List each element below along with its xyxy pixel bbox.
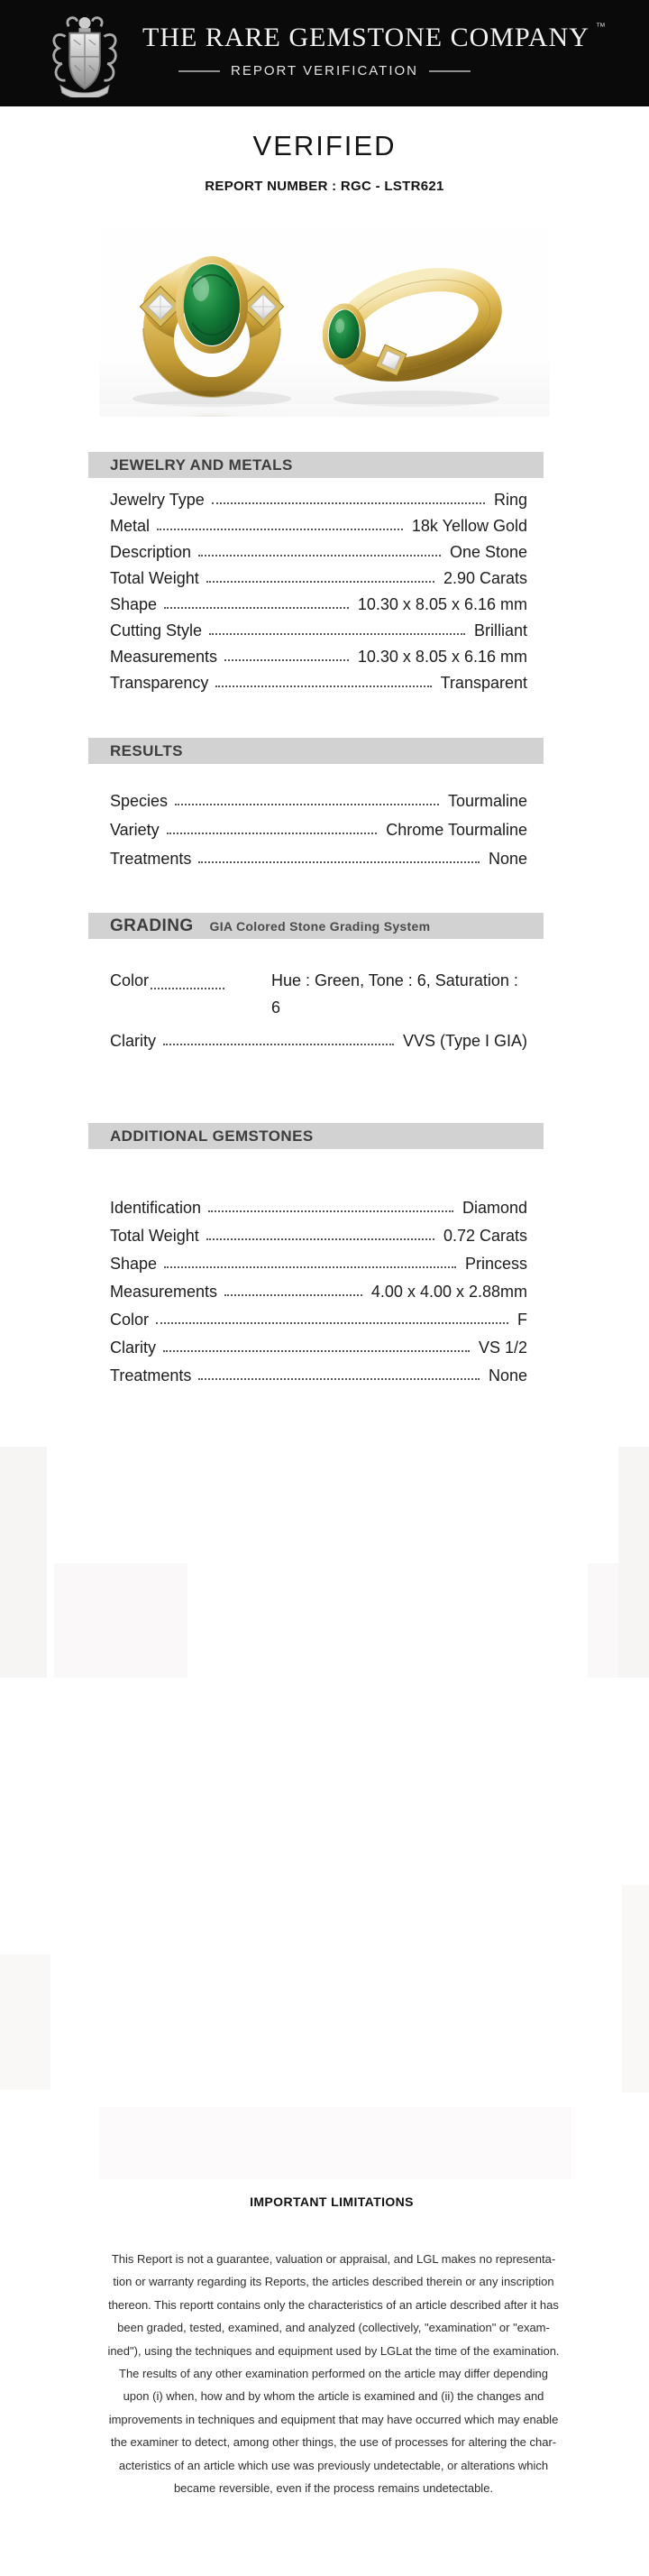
ghost-block [588,1563,618,1678]
ghost-block [99,2107,571,2179]
row-value: 18k Yellow Gold [411,517,527,535]
table-row [110,561,527,587]
dotted-leader [156,1322,508,1324]
ghost-block [0,1955,50,2090]
table-row [110,781,527,810]
row-value: Diamond [462,1199,527,1217]
dotted-leader [151,988,224,989]
row-value: 4.00 x 4.00 x 2.88mm [370,1283,527,1301]
row-value: Transparent [440,674,527,692]
row-value: None [488,850,527,868]
table-row [110,1189,527,1217]
limitations-line: The results of any other examination performed on the article may differ depending [119,2367,548,2381]
row-label: Clarity [110,1032,157,1050]
limitations-title: IMPORTANT LIMITATIONS [250,2194,414,2209]
row-label: Jewelry Type [110,491,205,509]
row-label: Description [110,543,192,561]
color-grade-line2: 6 [271,998,281,1017]
color-grade-value [271,967,527,1021]
limitations-line: upon (i) when, how and by whom the article is examined and (ii) the changes and [123,2389,544,2404]
table-row [110,839,527,868]
table-row [110,1329,527,1357]
dotted-leader [175,804,439,805]
row-label: Transparency [110,674,209,692]
grading-system-subtitle: GIA Colored Stone Grading System [209,918,431,934]
row-value: 0.72 Carats [443,1227,527,1245]
dotted-leader [157,529,403,530]
row-label: Color [110,971,150,989]
color-grade-line1: Hue : Green, Tone : 6, Saturation : [271,971,518,989]
row-label: Identification [110,1199,202,1217]
row-value: 2.90 Carats [443,569,527,587]
crest-helm [78,17,90,29]
dotted-leader [224,1294,362,1296]
ghost-block [622,1885,649,2093]
dotted-leader [164,1266,456,1268]
table-row [110,1217,527,1245]
row-label: Clarity [110,1339,157,1357]
table-row [110,587,527,613]
row-value: Chrome Tourmaline [386,821,527,839]
company-crest-icon [47,13,123,97]
dotted-leader [208,1210,453,1212]
dotted-leader [198,1378,480,1380]
header-banner [0,0,649,106]
row-value: Ring [493,491,527,509]
row-label: Total Weight [110,569,199,587]
table-row [110,1245,527,1273]
green-stone-side [324,306,364,363]
row-label: Treatments [110,850,192,868]
section-bar-grading [88,913,544,939]
row-value: None [488,1366,527,1385]
crest-helm-base [78,28,90,32]
report-number: REPORT NUMBER : RGC - LSTR621 [205,179,444,194]
row-label: Measurements [110,1283,218,1301]
dotted-leader [163,1350,470,1352]
section-title: RESULTS [110,741,183,759]
section-bar-additional-gemstones [88,1123,544,1149]
ghost-block [54,1563,187,1678]
dotted-leader [198,555,441,557]
row-value: 10.30 x 8.05 x 6.16 mm [357,648,527,666]
dotted-leader [224,659,349,661]
row-label: Total Weight [110,1227,199,1245]
row-label: Treatments [110,1366,192,1385]
subtitle-left-rule [178,70,220,72]
verified-status: VERIFIED [252,130,397,161]
ring-photo-illustration [99,227,550,417]
limitations-line: been graded, tested, examined, and analyzed (collectively, "examination" or "exam- [117,2321,550,2335]
section-bar-results [88,738,544,764]
row-value: One Stone [449,543,527,561]
row-label: Shape [110,1255,158,1273]
reflection-fade [99,404,550,417]
row-label: Variety [110,821,160,839]
section-title: JEWELRY AND METALS [110,455,293,474]
grading-color-row [110,967,527,1021]
additional-gemstones-rows [110,1189,527,1385]
section-bar-jewelry-and-metals [88,452,544,478]
row-label: Cutting Style [110,621,203,639]
jewelry-photo [99,227,550,417]
table-row [110,509,527,535]
limitations-paragraph [87,2248,580,2499]
banner-subtitle [108,63,541,78]
limitations-line: thereon. This reportt contains only the characteristics of an article described after it has [108,2297,559,2312]
table-row [110,483,527,509]
section-title: GRADING [110,915,194,935]
subtitle-right-rule [429,70,471,72]
table-row [110,535,527,561]
row-label: Metal [110,517,151,535]
limitations-line: became reversible, even if the process remains undetectable. [173,2481,494,2496]
row-label: Shape [110,595,158,613]
table-row [110,1273,527,1301]
dotted-leader [212,502,485,504]
row-value: VS 1/2 [478,1339,527,1357]
table-row [110,810,527,839]
table-row [110,1301,527,1329]
row-value: 10.30 x 8.05 x 6.16 mm [357,595,527,613]
row-value: F [517,1311,527,1329]
limitations-line: ined"), using the techniques and equipment used by LGLat the time of the examination. [107,2343,560,2358]
jewelry-and-metals-rows [110,483,527,692]
dotted-leader [215,685,431,687]
dotted-leader [167,833,378,834]
dotted-leader [206,581,434,583]
section-title: ADDITIONAL GEMSTONES [110,1127,314,1145]
green-center-stone [179,260,244,350]
ghost-block [0,1447,47,1678]
row-value: Princess [464,1255,527,1273]
row-label: Species [110,792,169,810]
row-label: Color [110,1311,150,1329]
table-row [110,639,527,666]
dotted-leader [164,607,349,609]
banner-subtitle-text: REPORT VERIFICATION [230,63,419,78]
dotted-leader [209,633,465,635]
dotted-leader [163,1044,394,1045]
company-name-text: THE RARE GEMSTONE COMPANY [142,23,590,52]
limitations-line: improvements in techniques and equipment that may have occurred which may enable [108,2412,559,2426]
limitations-line: acteristics of an article which use was previously undetectable, or alterations which [118,2458,549,2472]
trademark-symbol: ™ [595,22,607,32]
row-value: Tourmaline [447,792,527,810]
table-row [110,1357,527,1385]
ghost-block [618,1447,649,1678]
row-value: VVS (Type I GIA) [402,1032,527,1050]
dotted-leader [198,861,480,863]
company-name [142,22,607,53]
results-rows [110,781,527,868]
row-label: Measurements [110,648,218,666]
table-row [110,666,527,692]
row-value: Brilliant [473,621,527,639]
limitations-line: the examiner to detect, among other things, the use of processes for altering the char- [110,2435,557,2450]
table-row [110,613,527,639]
dotted-leader [206,1238,434,1240]
grading-clarity-row [110,1028,527,1050]
limitations-line: tion or warranty regarding its Reports, the articles described therein or any inscription [113,2275,554,2289]
limitations-line: This Report is not a guarantee, valuation or appraisal, and LGL makes no representa- [111,2252,556,2266]
